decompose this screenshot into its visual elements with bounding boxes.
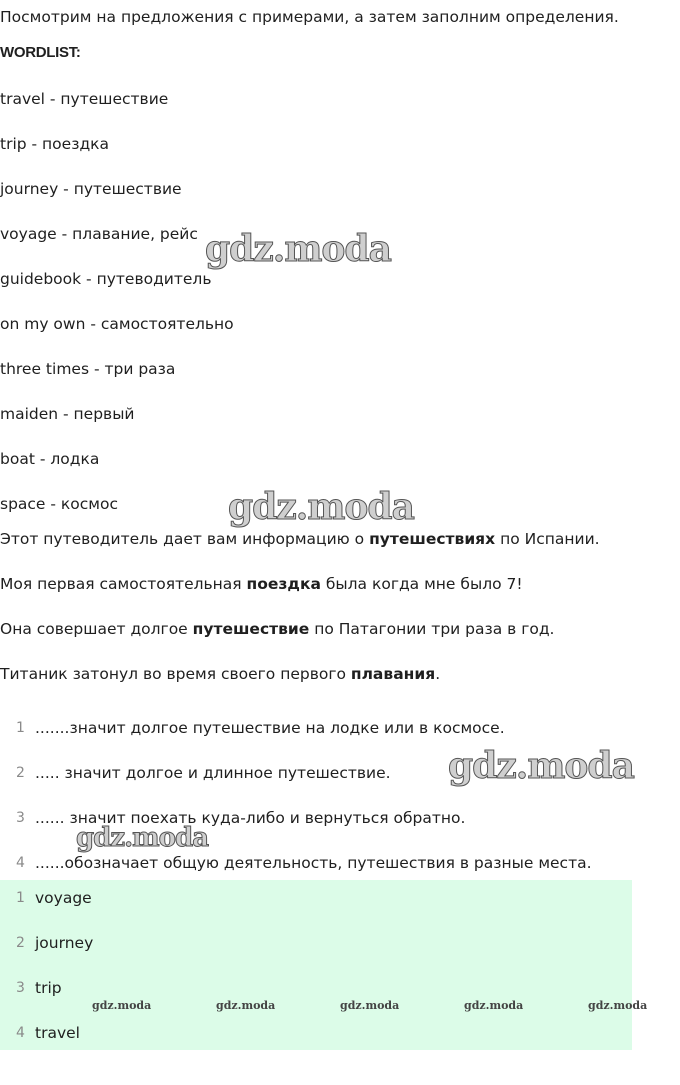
example-keyword: путешествиях [369, 530, 496, 548]
watermark: gdz.moda [205, 228, 391, 270]
example-text: Моя первая самостоятельная [0, 575, 247, 593]
wordlist-item: travel - путешествие [0, 90, 169, 108]
watermark: gdz.moda [92, 999, 152, 1012]
answers-panel [0, 880, 632, 1050]
definition-text: ..... значит долгое и длинное путешествие. [35, 764, 391, 782]
wordlist-item: trip - поездка [0, 135, 110, 153]
example-text: по Патагонии три раза в год. [309, 620, 555, 638]
wordlist-item: maiden - первый [0, 405, 135, 423]
wordlist-item: journey - путешествие [0, 180, 182, 198]
watermark: gdz.moda [448, 745, 634, 787]
definition-number: 3 [16, 810, 25, 826]
example-text: Титаник затонул во время своего первого [0, 665, 351, 683]
example-text: Этот путеводитель дает вам информацию о [0, 530, 370, 548]
wordlist-item: three times - три раза [0, 360, 176, 378]
watermark: gdz.moda [588, 999, 648, 1012]
watermark: gdz.moda [464, 999, 524, 1012]
wordlist-item: boat - лодка [0, 450, 100, 468]
definition-number: 4 [16, 855, 25, 871]
wordlist-item: guidebook - путеводитель [0, 270, 212, 288]
wordlist-item: voyage - плавание, рейс [0, 225, 198, 243]
example-sentence [0, 573, 523, 595]
watermark: gdz.moda [228, 486, 414, 528]
wordlist-item: on my own - самостоятельно [0, 315, 234, 333]
answer-number: 4 [16, 1025, 25, 1041]
example-text: . [435, 665, 441, 683]
answer-number: 1 [16, 890, 25, 906]
wordlist-item: space - космос [0, 495, 118, 513]
example-text: Она совершает долгое [0, 620, 193, 638]
answer-text: travel [35, 1024, 80, 1042]
watermark: gdz.moda [216, 999, 276, 1012]
definition-text: ...... значит поехать куда-либо и вернуться обратно. [35, 809, 466, 827]
answer-text: journey [35, 934, 94, 952]
answer-number: 2 [16, 935, 25, 951]
answer-text: trip [35, 979, 62, 997]
definition-text: .......значит долгое путешествие на лодке или в космосе. [35, 719, 505, 737]
example-keyword: поездка [246, 575, 321, 593]
example-keyword: плавания [350, 665, 436, 683]
wordlist-heading: WORDLIST: [0, 44, 81, 61]
example-sentence [0, 618, 555, 640]
example-sentence [0, 528, 600, 550]
watermark: gdz.moda [76, 823, 209, 853]
answer-number: 3 [16, 980, 25, 996]
example-text: по Испании. [495, 530, 600, 548]
answer-text: voyage [35, 889, 92, 907]
example-sentence [0, 663, 440, 685]
definition-number: 2 [16, 765, 25, 781]
example-text: была когда мне было 7! [320, 575, 523, 593]
watermark: gdz.moda [340, 999, 400, 1012]
definition-text: ......обозначает общую деятельность, путешествия в разные места. [35, 854, 592, 872]
intro-text: Посмотрим на предложения с примерами, а затем заполним определения. [0, 8, 619, 26]
definition-number: 1 [16, 720, 25, 736]
example-keyword: путешествие [192, 620, 310, 638]
